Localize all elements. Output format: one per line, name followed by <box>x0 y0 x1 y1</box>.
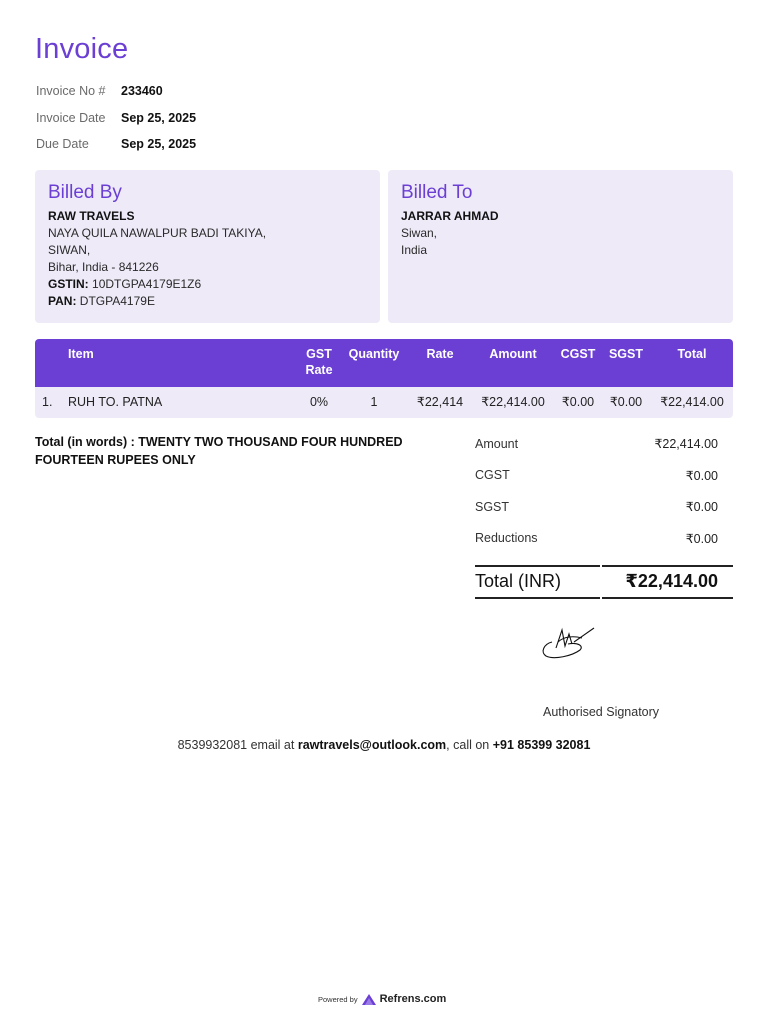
items-table <box>35 339 733 418</box>
contact-phone-link[interactable]: +91 85399 32081 <box>492 738 591 752</box>
gstin-value: 10DTGPA4179E1Z6 <box>92 277 202 291</box>
row-total: ₹22,414.00 <box>660 395 724 409</box>
table-row <box>35 387 733 418</box>
header-total: Total <box>677 347 707 361</box>
invoice-meta <box>36 78 196 158</box>
billed-to-panel <box>388 170 733 323</box>
billed-to-heading: Billed To <box>401 182 473 203</box>
billed-by-heading: Billed By <box>48 182 122 203</box>
billed-by-address-line-1: NAYA QUILA NAWALPUR BADI TAKIYA, <box>48 226 267 240</box>
total-value: ₹22,414.00 <box>625 571 718 591</box>
summary <box>475 428 718 554</box>
summary-amount-label: Amount <box>475 436 519 451</box>
contact-email-link[interactable]: rawtravels@outlook.com <box>297 738 447 752</box>
billed-by-gstin <box>48 276 367 293</box>
billed-by-address-line-3: Bihar, India - 841226 <box>48 260 159 274</box>
row-amount: ₹22,414.00 <box>481 395 545 409</box>
brand-name: Refrens.com <box>379 993 447 1005</box>
summary-reductions-value: ₹0.00 <box>685 531 718 546</box>
header-amount: Amount <box>489 347 537 361</box>
invoice-date-label: Invoice Date <box>36 110 106 125</box>
due-date-value: Sep 25, 2025 <box>121 137 197 152</box>
total-divider-left-bottom <box>475 597 600 599</box>
items-table-header <box>35 339 733 387</box>
contact-phone-text: 8539932081 email at <box>177 738 298 752</box>
header-quantity: Quantity <box>348 347 400 361</box>
total-divider-left-top <box>475 565 600 567</box>
invoice-title: Invoice <box>35 33 129 65</box>
total-divider-right-top <box>602 565 733 567</box>
row-rate: ₹22,414 <box>416 395 464 409</box>
row-quantity: 1 <box>370 395 378 409</box>
summary-cgst-row <box>475 460 718 492</box>
signature-image <box>538 622 598 662</box>
invoice-number-value: 233460 <box>121 84 163 99</box>
powered-by-footer[interactable] <box>318 993 446 1005</box>
header-gst-rate-line2: Rate <box>305 363 333 377</box>
billed-by-name: RAW TRAVELS <box>48 209 135 223</box>
refrens-logo-icon <box>362 994 376 1005</box>
invoice-number-row <box>36 78 196 105</box>
billed-by-pan <box>48 293 367 310</box>
due-date-row <box>36 131 196 158</box>
due-date-label: Due Date <box>36 137 89 152</box>
total-label: Total (INR) <box>475 571 562 591</box>
pan-value: DTGPA4179E <box>79 294 155 308</box>
header-cgst: CGST <box>560 347 596 361</box>
summary-reductions-row <box>475 523 718 555</box>
row-gst-rate: 0% <box>309 395 329 409</box>
summary-cgst-value: ₹0.00 <box>685 468 718 483</box>
invoice-date-row <box>36 105 196 132</box>
header-rate: Rate <box>426 347 454 361</box>
gstin-label: GSTIN: <box>48 277 89 291</box>
billed-to-address-line-2: India <box>401 243 428 257</box>
summary-sgst-label: SGST <box>475 499 510 514</box>
header-item: Item <box>68 347 94 361</box>
header-sgst: SGST <box>608 347 644 361</box>
header-gst-rate <box>298 346 340 378</box>
total-in-words: Total (in words) : TWENTY TWO THOUSAND FOUR HUNDRED FOURTEEN RUPEES ONLY <box>35 435 403 467</box>
summary-sgst-value: ₹0.00 <box>685 500 718 515</box>
total-divider-right-bottom <box>602 597 733 599</box>
billed-by-panel <box>35 170 380 323</box>
billed-to-name: JARRAR AHMAD <box>401 209 499 223</box>
powered-by-label: Powered by <box>318 994 358 1004</box>
row-cgst: ₹0.00 <box>561 395 595 409</box>
invoice-number-label: Invoice No # <box>36 84 106 99</box>
authorised-signatory-label: Authorised Signatory <box>543 705 660 719</box>
billed-to-address-line-1: Siwan, <box>401 226 438 240</box>
summary-cgst-label: CGST <box>475 468 510 483</box>
grand-total <box>475 565 733 599</box>
summary-sgst-row <box>475 491 718 523</box>
pan-label: PAN: <box>48 294 77 308</box>
billed-by-address-line-2: SIWAN, <box>48 243 91 257</box>
summary-amount-value: ₹22,414.00 <box>654 437 718 452</box>
contact-call-text: , call on <box>446 738 493 752</box>
row-index: 1. <box>42 395 53 409</box>
row-item: RUH TO. PATNA <box>68 395 163 409</box>
header-gst-rate-line1: GST <box>306 347 332 361</box>
invoice-date-value: Sep 25, 2025 <box>121 110 197 125</box>
contact-line <box>0 738 768 752</box>
summary-amount-row <box>475 428 718 460</box>
summary-reductions-label: Reductions <box>475 531 538 546</box>
row-sgst: ₹0.00 <box>609 395 643 409</box>
